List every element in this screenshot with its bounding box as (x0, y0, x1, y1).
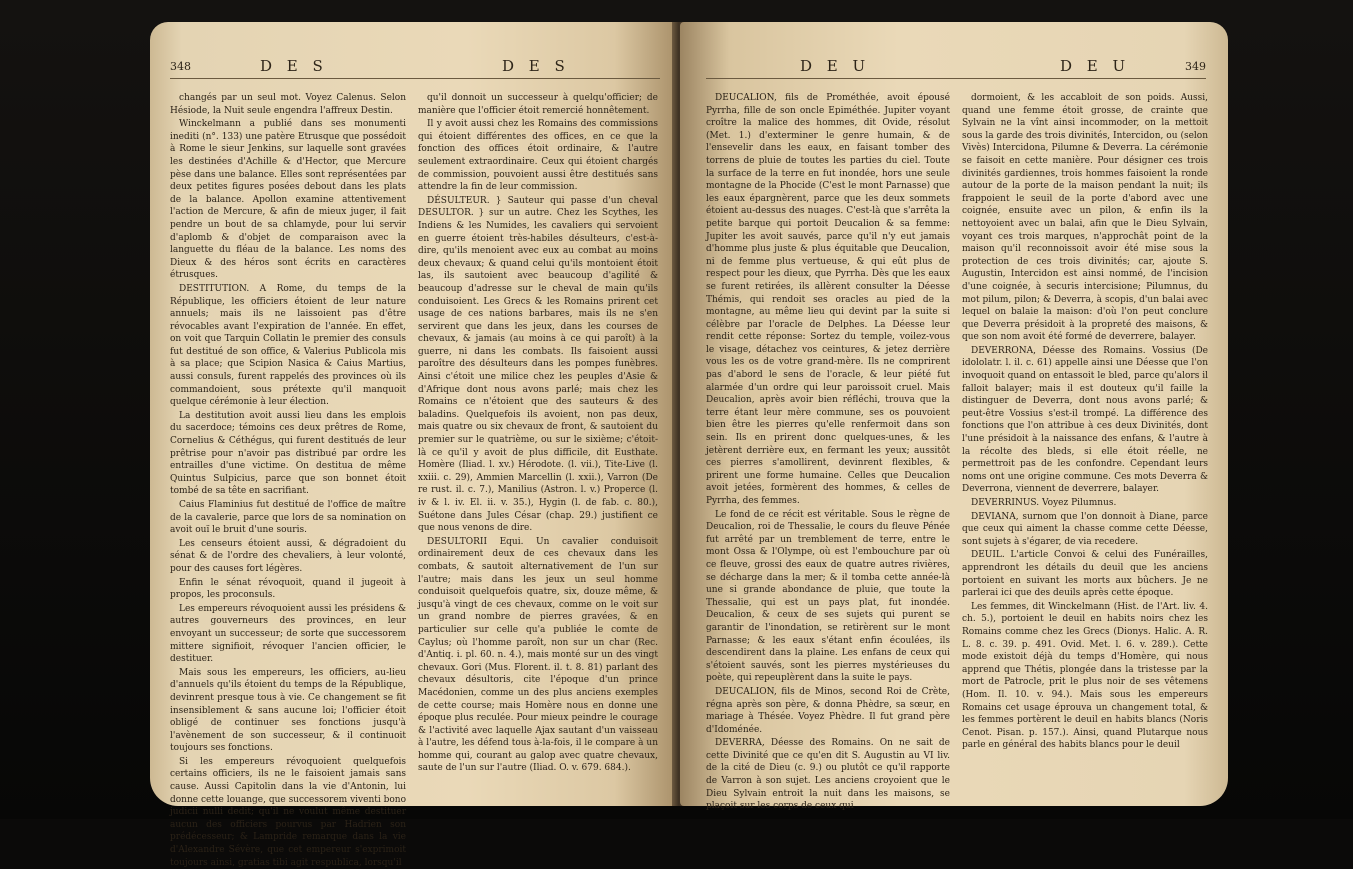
paragraph: Les censeurs étoient aussi, & dégradoient du sénat & de l'ordre des chevaliers, à leur volonté, pour des causes fort légères. (170, 538, 406, 574)
running-head: D E S (502, 57, 570, 75)
paragraph: Enfin le sénat révoquoit, quand il jugeoit à propos, les proconsuls. (170, 577, 406, 601)
paragraph: DEUIL. L'article Convoi & celui des Funérailles, apprendront les détails du deuil que les anciens portoient en suivant les morts aux bûchers. Je ne parlerai ici que des deuils après cette époque. (962, 550, 1208, 599)
paragraph: Mais sous les empereurs, les officiers, au-lieu d'annuels qu'ils étoient du temps de la République, devinrent presque tous à vie. Ce changement se fit insensiblement & sans aucune loi; l'officier étoit obligé de continuer ses fonctions jusqu'à l'avènement de son successeur, & il continuoit toujours ses fonctions. (170, 667, 406, 754)
paragraph: DEVERRA, Déesse des Romains. On ne sait de cette Divinité que ce qu'en dit S. Augustin au VI liv. de la cité de Dieu (c. 9.) ou plutôt ce qu'il rapporte de Varron à son sujet. Les anciens croyoient que le Dieu Sylvain entroit la nuit dans les maisons, se plaçoit sur les corps de ceux qui (706, 738, 950, 812)
paragraph: DEVERRONA, Déesse des Romains. Vossius (De idololatr. l. il. c. 61) appelle ainsi une Déesse que l'on invoquoit quand on entassoit le bled, parce qu'alors il falloit balayer; mais il est douteux qu'il faille la distinguer de Deverra, dont nous avons parlé; & peut-être Vossius s'est-il trompé. La différence des fonctions que l'on attribue à ces deux Divinités, dont l'une présidoit à la naissance des enfans, & l'autre à la récolte des bleds, si elle étoit réelle, ne permettroit pas de les confondre. Cependant leurs noms ont une origine commune. Ces mots Deverra & Deverrona, viennent de deverrere, balayer. (962, 345, 1208, 495)
paragraph: dormoient, & les accabloit de son poids. Aussi, quand une femme étoit grosse, de crainte que Sylvain ne la vînt ainsi incommoder, on la mettoit sous la garde des trois divinités, Intercidon, ou (selon Vivès) Intercidona, Pilumne & Deverra. La cérémonie se faisoit en cette manière. Pour désigner ces trois divinités gardiennes, trois hommes faisoient la ronde autour de la porte de la maison pendant la nuit; ils frappoient le seuil de la porte d'abord avec une coignée, ensuite avec un pilon, & enfin ils la nettoyoient avec un balai, afin que le Dieu Sylvain, voyant ces trois marques, n'approchât point de la maison qu'il reconnoissoit avoir été mise sous la protection de ces trois divinités; car, ajoute S. Augustin, Intercidon est ainsi nommé, de l'incision d'une coignée, à securis intercisione; Pilumnus, du mot pilum, pilon; & Deverra, à scopis, d'un balai avec lequel on balaie la maison: d'où l'on peut conclure que Deverra présidoit à la propreté des maisons, & que son nom avoit été formé de deverrere, balayer. (962, 93, 1208, 343)
paragraph: DEVERRINUS. Voyez Pilumnus. (971, 498, 1117, 508)
paragraph: Winckelmann a publié dans ses monumenti inediti (n°. 133) une patère Etrusque que possédoit à Rome le sieur Jenkins, sur laquelle sont gravées les destinées d'Achille & d'Hector, que Mercure pèse dans une balance. Elles sont représentées par deux petites figures posées debout dans les plats de la balance. Apollon examine attentivement l'action de Mercure, & afin de mieux juger, il fait pendre un bout de sa chlamyde, pour lui servir d'aplomb & d'objet de comparaison avec la languette du fléau de la balance. Les noms des Dieux & des héros sont écrits en caractères étrusques. (170, 119, 406, 281)
paragraph: Les empereurs révoquoient aussi les présidens & autres gouverneurs des provinces, en leur envoyant un successeur; de sorte que successorem mittere signifioit, révoquer l'ancien officier, le destituer. (170, 603, 406, 665)
paragraph: DESULTORII Equi. Un cavalier conduisoit ordinairement deux de ces chevaux dans les combats, & sautoit alternativement de l'un sur l'autre; mais dans les jeux un seul homme conduisoit quelquefois quatre, six, douze même, & jusqu'à vingt de ces chevaux, comme on le voit sur un grand nombre de pierres gravées, & en particulier sur celle qu'a publiée le comte de Caylus; où l'homme paroît, non sur un char (Rec. d'Antiq. i. pl. 60. n. 4.), mais monté sur un des vingt chevaux. Gori (Mus. Florent. il. t. 8. 81) parlant des chevaux désultoris, cite l'époque d'un prince Macédonien, comme un des plus anciens exemples de cette course; mais Homère nous en donne une époque plus reculée. Pour mieux peindre le courage & l'activité avec laquelle Ajax sautant d'un vaisseau à l'autre, les défend tous à-la-fois, il le compare à un homme qui, courant au galop avec quatre chevaux, saute de l'un sur l'autre (Iliad. O. v. 679. 684.). (418, 536, 658, 774)
paragraph: DEUCALION, fils de Minos, second Roi de Crète, régna après son père, & donna Phèdre, sa sœur, en mariage à Thésée. Voyez Phèdre. Il fut grand père d'Idoménée. (706, 686, 950, 735)
right-page (680, 22, 1228, 812)
paragraph: Les femmes, dit Winckelmann (Hist. de l'Art. liv. 4. ch. 5.), portoient le deuil en habits noirs chez les Romains comme chez les Grecs (Dionys. Halic. A. R. L. 8. c. 39. p. 491. Ovid. Met. l. 6. v. 289.). Cette mode existoit déjà du temps d'Homère, qui nous apprend que Thétis, plongée dans la tristesse par la mort de Patrocle, prit le plus noir de ses vêtemens (Hom. Il. 10. v. 94.). Mais sous les empereurs Romains cet usage éprouva un changement total, & les femmes portèrent le deuil en habits blancs (Noris Cenot. Pisan. p. 157.). Ainsi, quand Plutarque nous parle en général des habits blancs pour le deuil (962, 601, 1208, 751)
paragraph: Il y avoit aussi chez les Romains des commissions qui étoient différentes des offices, en ce que la fonction des offices étoit ordinaire, & l'autre seulement extraordinaire. Ceux qui étoient chargés de commission, pouvoient aussi être destitués sans attendre la fin de leur commission. (418, 119, 658, 193)
left-page (150, 22, 678, 868)
running-head: D E S (260, 57, 328, 75)
text-column-left (170, 92, 406, 868)
paragraph: DESTITUTION. A Rome, du temps de la République, les officiers étoient de leur nature annuels; mais ils ne laissoient pas d'être révocables avant l'expiration de l'année. En effet, on voit que Tarquin Collatin le premier des consuls fut destitué de son office, & Valerius Publicola mis à sa place; que Scipion Nasica & Caius Martius, aussi consuls, furent rappelés des provinces où ils commandoient, sous prétexte qu'il manquoit quelque cérémonie à leur élection. (170, 283, 406, 408)
text-column-right (962, 92, 1208, 814)
paragraph: changés par un seul mot. Voyez Calenus. Selon Hésiode, la Nuit seule engendra l'affreux Destin. (170, 93, 406, 116)
paragraph: Le fond de ce récit est véritable. Sous le règne de Deucalion, roi de Thessalie, le cours du fleuve Pénée fut arrêté par un tremblement de terre, entre le mont Ossa & l'Olympe, où est l'embouchure par où ce fleuve, grossi des eaux de quatre autres rivières, se décharge dans la mer; & il tomba cette année-là une si grande abondance de pluie, que toute la Thessalie, qui est un pays plat, fut inondée. Deucalion, & ceux de ses sujets qui purent se garantir de l'inondation, se retirèrent sur le mont Parnasse; & les eaux s'étant enfin écoulées, ils descendirent dans la plaine. Les enfans de ceux qui s'étoient sauvés, sont les pierres mystérieuses du poète, qui repeuplèrent dans la suite le pays. (706, 509, 950, 684)
header-rule (706, 78, 1206, 79)
text-column-left (706, 92, 950, 814)
paragraph: Caius Flaminius fut destitué de l'office de maître de la cavalerie, parce que lors de sa nomination on avoit ouï le bruit d'une souris. (170, 500, 406, 536)
paragraph: DÉSULTEUR. } Sauteur qui passe d'un cheval DESULTOR. } sur un autre. Chez les Scythes, les Indiens & les Numides, les cavaliers qui servoient en guerre étoient très-habiles désulteurs, c'est-à-dire, qu'ils menoient avec eux au combat au moins deux chevaux; & quand celui qu'ils montoient étoit las, ils sautoient avec beaucoup d'agilité & beaucoup d'adresse sur le cheval de main qu'ils conduisoient. Les Grecs & les Romains prirent cet usage de ces nations barbares, mais ils ne s'en servirent que dans les jeux, dans les courses de chevaux, & jamais (au moins à ce qui paroît) à la guerre, ni dans les combats. Ils faisoient aussi paroître des désulteurs dans les pompes funèbres. Ainsi c'étoit une milice chez les peuples d'Asie & d'Afrique dont nous avons parlé; mais chez les Romains ce n'étoient que des sauteurs & des baladins. Quelquefois ils avoient, non pas deux, mais quatre ou six chevaux de front, & sautoient du premier sur le quatrième, ou sur le sixième; c'étoit-là ce qu'il y avoit de plus difficile, dit Eusthate. Homère (Iliad. l. xv.) Hérodote. (l. vii.), Tite-Live (l. xxiii. c. 29), Ammien Marcellin (l. xxii.), Varron (De re rust. il. c. 7.), Manilius (Astron. l. v.) Properce (l. iv & l. iv. El. ii. v. 35.), Hygin (l. de fab. c. 80.), Suétone dans Jules César (chap. 29.) justifient ce que nous venons de dire. (418, 195, 658, 534)
running-head: D E U (800, 57, 871, 75)
page-number: 348 (170, 60, 191, 73)
paragraph: DEVIANA, surnom que l'on donnoit à Diane, parce que ceux qui aiment la chasse comme cette Déesse, sont sujets à s'égarer, de via recedere. (962, 511, 1208, 547)
text-column-right (418, 92, 658, 814)
paragraph: qu'il donnoit un successeur à quelqu'officier; de manière que l'officier étoit remercié honnêtement. (418, 93, 658, 116)
running-head: D E U (1060, 57, 1131, 75)
paragraph: La destitution avoit aussi lieu dans les emplois du sacerdoce; témoins ces deux prêtres de Rome, Cornelius & Céthégus, qui furent destitués de leur prêtrise pour n'avoir pas distribué par ordre les entrailles d'une victime. On destitua de même Quintus Sulpicius, parce que son bonnet étoit tombé de sa tête en sacrifiant. (170, 410, 406, 497)
paragraph: Si les empereurs révoquoient quelquefois certains officiers, ils ne le faisoient jamais sans cause. Aussi Capitolin dans la vie d'Antonin, lui donne cette louange, que successorem viventi bono judicii nulli dedit; qu'il ne voulut même destituer aucun des officiers pourvus par Hadrien son prédécesseur; & Lampride remarque dans la vie d'Alexandre Sévère, que cet empereur s'exprimoit toujours ainsi, gratias tibi agit respublica, lorsqu'il (170, 756, 406, 868)
paragraph: DEUCALION, fils de Prométhée, avoit épousé Pyrrha, fille de son oncle Epiméthée. Jupiter voyant croître la malice des hommes, dit Ovide, résolut (Met. 1.) d'exterminer le genre humain, & de l'ensevelir dans les eaux, en faisant tomber des torrens de pluie de toutes les parties du ciel. Toute la surface de la terre en fut inondée, hors une seule montagne de la Phocide (C'est le mont Parnasse) que les eaux épargnèrent, parce que les deux sommets étoient au-dessus des nuages. C'est-là que s'arrêta la petite barque qui portoit Deucalion & sa femme: Jupiter les avoit sauvés, parce qu'il n'y eut jamais d'homme plus juste & plus équitable que Deucalion, ni de femme plus vertueuse, & qui eût plus de respect pour les dieux, que Pyrrha. Dès que les eaux se furent retirées, ils allèrent consulter la Déesse Thémis, qui rendoit ses oracles au pied de la montagne, au même lieu qui devint par la suite si célèbre par l'oracle de Delphes. La Déesse leur rendit cette réponse: Sortez du temple, voilez-vous le visage, détachez vos ceintures, & jetez derrière vous les os de votre grand-mère. Ils ne comprirent pas d'abord le sens de l'oracle, & leur piété fut alarmée d'un ordre qui leur paroissoit cruel. Mais Deucalion, après avoir bien réfléchi, trouva que la terre étant leur mère commune, ses os pouvoient bien être les pierres qu'elle renfermoit dans son sein. Ils en prirent donc quelques-unes, & les jetèrent derrière eux, en fermant les yeux; aussitôt ces pierres s'amollirent, devinrent flexibles, & prirent une forme humaine. Celles que Deucalion avoit jetées, formèrent des hommes, & celles de Pyrrha, des femmes. (706, 93, 950, 506)
page-number: 349 (1185, 60, 1206, 73)
header-rule (170, 78, 660, 79)
